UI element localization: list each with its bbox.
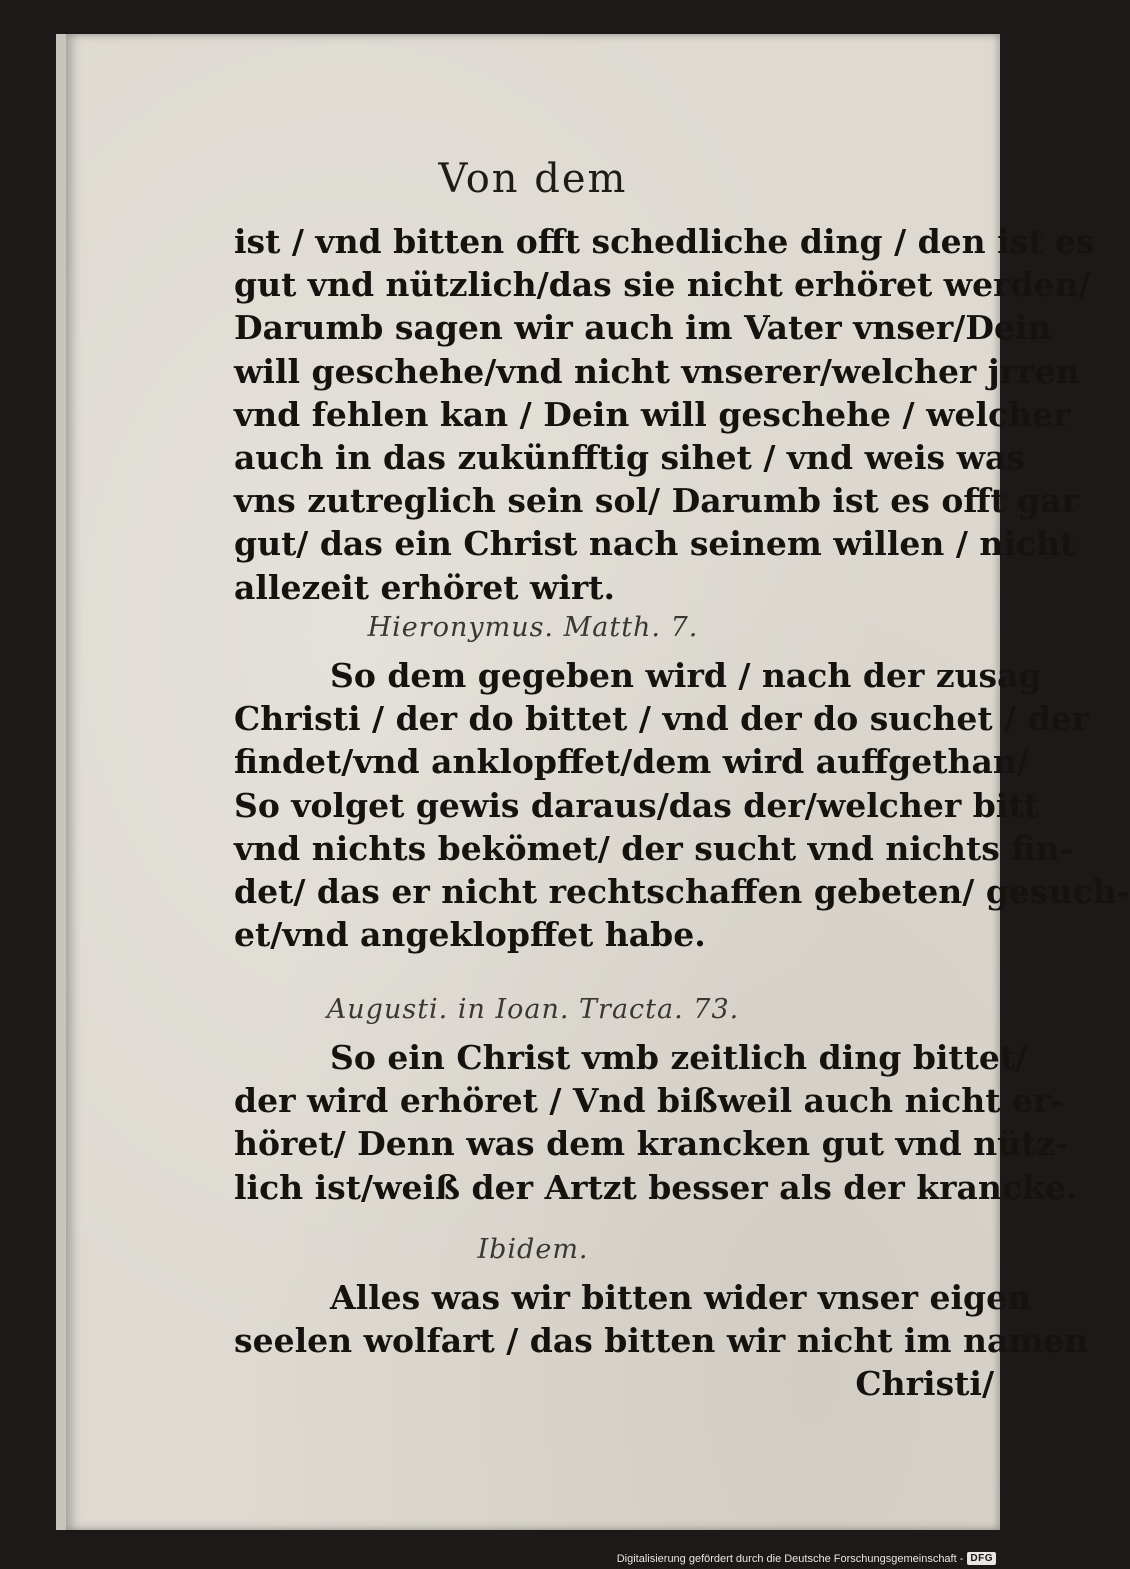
text-line: vnd nichts bekömet/ der sucht vnd nichts fin-: [234, 828, 1073, 868]
text-line: Alles was wir bitten wider vnser eigen: [330, 1278, 1032, 1317]
text-line: vnd fehlen kan / Dein will geschehe / welcher: [234, 394, 1071, 434]
text-line: findet/vnd anklopffet/dem wird auffgethan/: [234, 742, 1029, 782]
text-line: allezeit erhöret wirt.: [234, 567, 616, 607]
text-line: auch in das zukünfftig sihet / vnd weis was: [234, 438, 1025, 478]
paragraph-1: [234, 220, 1095, 609]
citation-caption: Ibidem.: [477, 1234, 589, 1265]
footer-text: Digitalisierung gefördert durch die Deutsche Forschungsgemeinschaft -: [616, 1552, 964, 1565]
citation-caption: Hieronymus. Matth. 7.: [367, 612, 699, 643]
text-line: gut/ das ein Christ nach seinem willen / nicht: [234, 524, 1076, 564]
book-page: [56, 34, 1130, 1530]
text-line: will geschehe/vnd nicht vnserer/welcher jrren: [234, 351, 1080, 391]
text-line: seelen wolfart / das bitten wir nicht im namen: [234, 1321, 1089, 1361]
text-line: Darumb sagen wir auch im Vater vnser/Dein: [234, 308, 1052, 348]
paragraph-4: [234, 1276, 1089, 1406]
paragraph-2: [234, 654, 1130, 956]
text-line: ist / vnd bitten offt schedliche ding / den ist es: [234, 222, 1095, 261]
paragraph-3: [234, 1036, 1078, 1209]
text-line: höret/ Denn was dem krancken gut vnd nütz-: [234, 1124, 1069, 1164]
text-line: gut vnd nützlich/das sie nicht erhöret werden/: [234, 265, 1091, 305]
catchword: Christi/: [855, 1364, 994, 1404]
text-line: So ein Christ vmb zeitlich ding bittet/: [330, 1038, 1028, 1077]
text-line: So volget gewis daraus/das der/welcher bitt: [234, 785, 1039, 825]
text-line: det/ das er nicht rechtschaffen gebeten/ gesuch-: [234, 872, 1130, 912]
text-line: der wird erhöret / Vnd bißweil auch nicht er-: [234, 1081, 1065, 1121]
text-line: So dem gegeben wird / nach der zusag: [330, 656, 1042, 695]
dfg-logo: DFG: [967, 1552, 996, 1565]
digitization-footer: [617, 1552, 996, 1565]
running-head: Von dem: [438, 156, 628, 202]
text-line: vns zutreglich sein sol/ Darumb ist es offt gar: [234, 481, 1080, 521]
text-line: et/vnd angeklopffet habe.: [234, 915, 706, 955]
text-line: lich ist/weiß der Artzt besser als der krancke.: [234, 1167, 1078, 1207]
text-line: Christi / der do bittet / vnd der do suchet / der: [234, 699, 1090, 739]
citation-caption: Augusti. in Ioan. Tracta. 73.: [326, 994, 740, 1025]
